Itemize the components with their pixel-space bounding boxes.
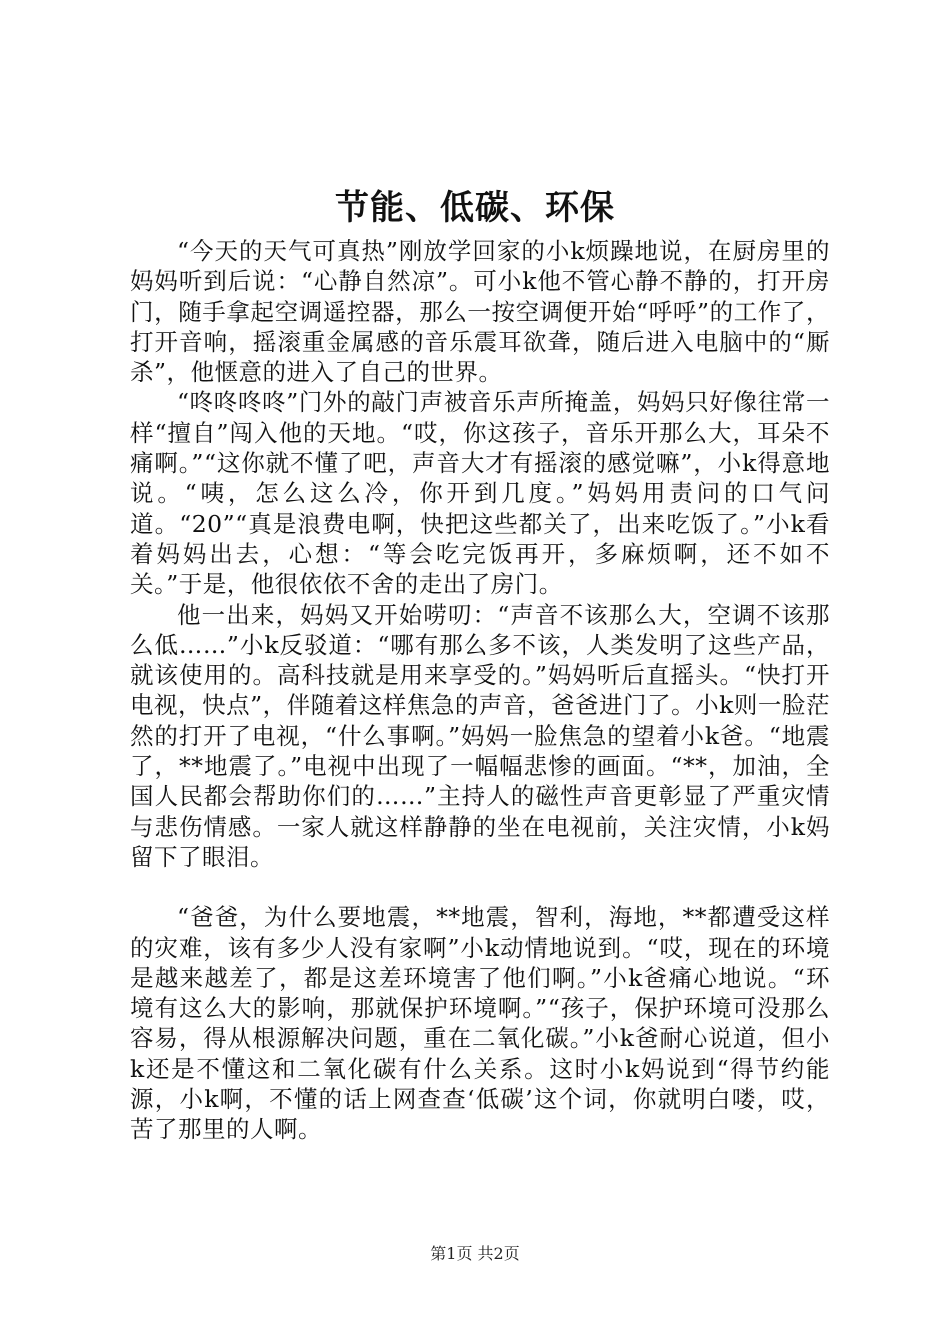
paragraph-4: “爸爸，为什么要地震，**地震，智利，海地，**都遭受这样的灾难，该有多少人没有家啊”小k动情地说到。“哎，现在的环境是越来越差了，都是这差环境害了他们啊。”小k爸痛心地说。“环境有这么大的影响，那就保护环境啊。”“孩子，保护环境可没那么容易，得从根源解决问题，重在二氧化碳。”小k爸耐心说道，但小k还是不懂这和二氧化碳有什么关系。这时小k妈说到“得节约能源，小k啊，不懂的话上网查查‘低碳’这个词，你就明白喽，哎，苦了那里的人啊。	[130, 903, 830, 1144]
page-title: 节能、低碳、环保	[335, 188, 615, 228]
page-footer: 第1页 共2页	[430, 1244, 520, 1263]
document-body	[130, 236, 830, 1145]
paragraph-spacer	[130, 872, 830, 902]
paragraph-2: “咚咚咚咚”门外的敲门声被音乐声所掩盖，妈妈只好像往常一样“擅自”闯入他的天地。“哎，你这孩子，音乐开那么大，耳朵不痛啊。”“这你就不懂了吧，声音大才有摇滚的感觉嘛”，小k得意地说。“咦，怎么这么冷，你开到几度。”妈妈用责问的口气问道。“20”“真是浪费电啊，快把这些都关了，出来吃饭了。”小k看着妈妈出去，心想：“等会吃完饭再开，多麻烦啊，还不如不关。”于是，他很依依不舍的走出了房门。	[130, 388, 830, 599]
paragraph-3: 他一出来，妈妈又开始唠叨：“声音不该那么大，空调不该那么低……”小k反驳道：“哪有那么多不该，人类发明了这些产品，就该使用的。高科技就是用来享受的。”妈妈听后直摇头。“快打开电视，快点”，伴随着这样焦急的声音，爸爸进门了。小k则一脸茫然的打开了电视，“什么事啊。”妈妈一脸焦急的望着小k爸。“地震了，**地震了。”电视中出现了一幅幅悲惨的画面。“**，加油，全国人民都会帮助你们的……”主持人的磁性声音更彰显了严重灾情与悲伤情感。一家人就这样静静的坐在电视前，关注灾情，小k妈留下了眼泪。	[130, 600, 830, 871]
paragraph-1: “今天的天气可真热”刚放学回家的小k烦躁地说，在厨房里的妈妈听到后说：“心静自然凉”。可小k他不管心静不静的，打开房门，随手拿起空调遥控器，那么一按空调便开始“呼呼”的工作了，打开音响，摇滚重金属感的音乐震耳欲聋，随后进入电脑中的“厮杀”，他惬意的进入了自己的世界。	[130, 237, 830, 387]
